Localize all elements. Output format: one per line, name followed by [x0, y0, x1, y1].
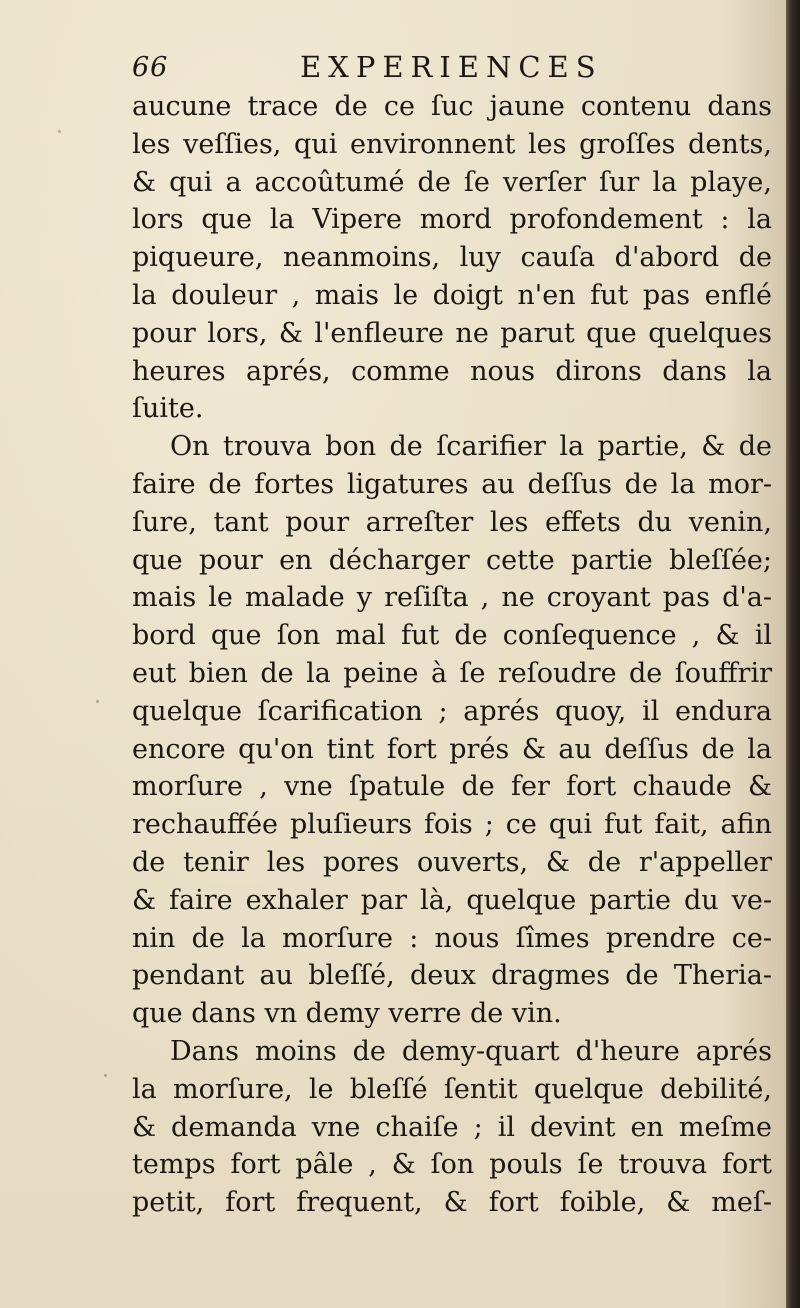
text-line: lors que la Vipere mord profondement : la	[132, 204, 772, 236]
text-line: encore qu'on tint fort prés & au deſſus de la	[132, 733, 772, 765]
text-line: de tenir les pores ouverts, & de r'appeller	[132, 846, 772, 878]
text-line: que dans vn demy verre de vin.	[132, 998, 562, 1030]
text-line: nin de la morſure : nous ſîmes prendre ce-	[132, 922, 772, 954]
page-header	[132, 50, 772, 90]
text-line: quelque ſcarification ; aprés quoy, il endura	[132, 695, 772, 727]
text-line: faire de fortes ligatures au deſſus de la mor-	[132, 468, 772, 500]
text-line: ſuite.	[132, 393, 204, 425]
text-line: & faire exhaler par là, quelque partie du ve-	[132, 884, 772, 916]
text-line: les veſſies, qui environnent les groſſes dents,	[132, 128, 772, 160]
text-line: pendant au bleſſé, deux dragmes de Theria-	[132, 960, 772, 992]
text-line: mais le malade y reſiſta , ne croyant pas d'a-	[132, 582, 772, 614]
text-line: rechauffée pluſieurs fois ; ce qui fut fait, afin	[132, 809, 772, 841]
paragraph-start-line: On trouva bon de ſcarifier la partie, & de	[170, 431, 772, 463]
text-line: la douleur , mais le doigt n'en fut pas enflé	[132, 279, 772, 311]
text-line: aucune trace de ce ſuc jaune contenu dans	[132, 91, 772, 122]
text-line: la morſure, le bleſſé ſentit quelque debilité,	[132, 1073, 772, 1105]
text-line: & qui a accoûtumé de ſe verſer ſur la playe,	[132, 166, 772, 198]
text-line: ſure, tant pour arreſter les effets du venin,	[132, 506, 772, 538]
paper-speck	[104, 1074, 107, 1077]
text-line: que pour en décharger cette partie bleſſée;	[132, 544, 772, 576]
text-line: eut bien de la peine à ſe reſoudre de ſouffrir	[132, 657, 772, 689]
page-number: 66	[132, 52, 169, 83]
paragraph-start-line: Dans moins de demy-quart d'heure aprés	[170, 1035, 772, 1067]
text-line: pour lors, & l'enfleure ne parut que quelques	[132, 317, 772, 349]
text-line: morſure , vne ſpatule de fer fort chaude &	[132, 771, 772, 803]
text-line: bord que ſon mal fut de conſequence , & il	[132, 620, 772, 652]
text-line: & demanda vne chaiſe ; il devint en meſme	[132, 1111, 772, 1143]
paper-speck	[96, 700, 99, 703]
text-line: petit, fort frequent, & fort foible, & meſ-	[132, 1187, 772, 1219]
paper-speck	[58, 130, 61, 133]
text-line: piqueure, neanmoins, luy cauſa d'abord de	[132, 242, 772, 274]
body-text	[132, 88, 772, 1222]
text-line: heures aprés, comme nous dirons dans la	[132, 355, 772, 387]
text-line: temps fort pâle , & ſon pouls ſe trouva fort	[132, 1149, 772, 1181]
running-title: EXPERIENCES	[300, 50, 603, 84]
book-binding-edge	[786, 0, 800, 1308]
